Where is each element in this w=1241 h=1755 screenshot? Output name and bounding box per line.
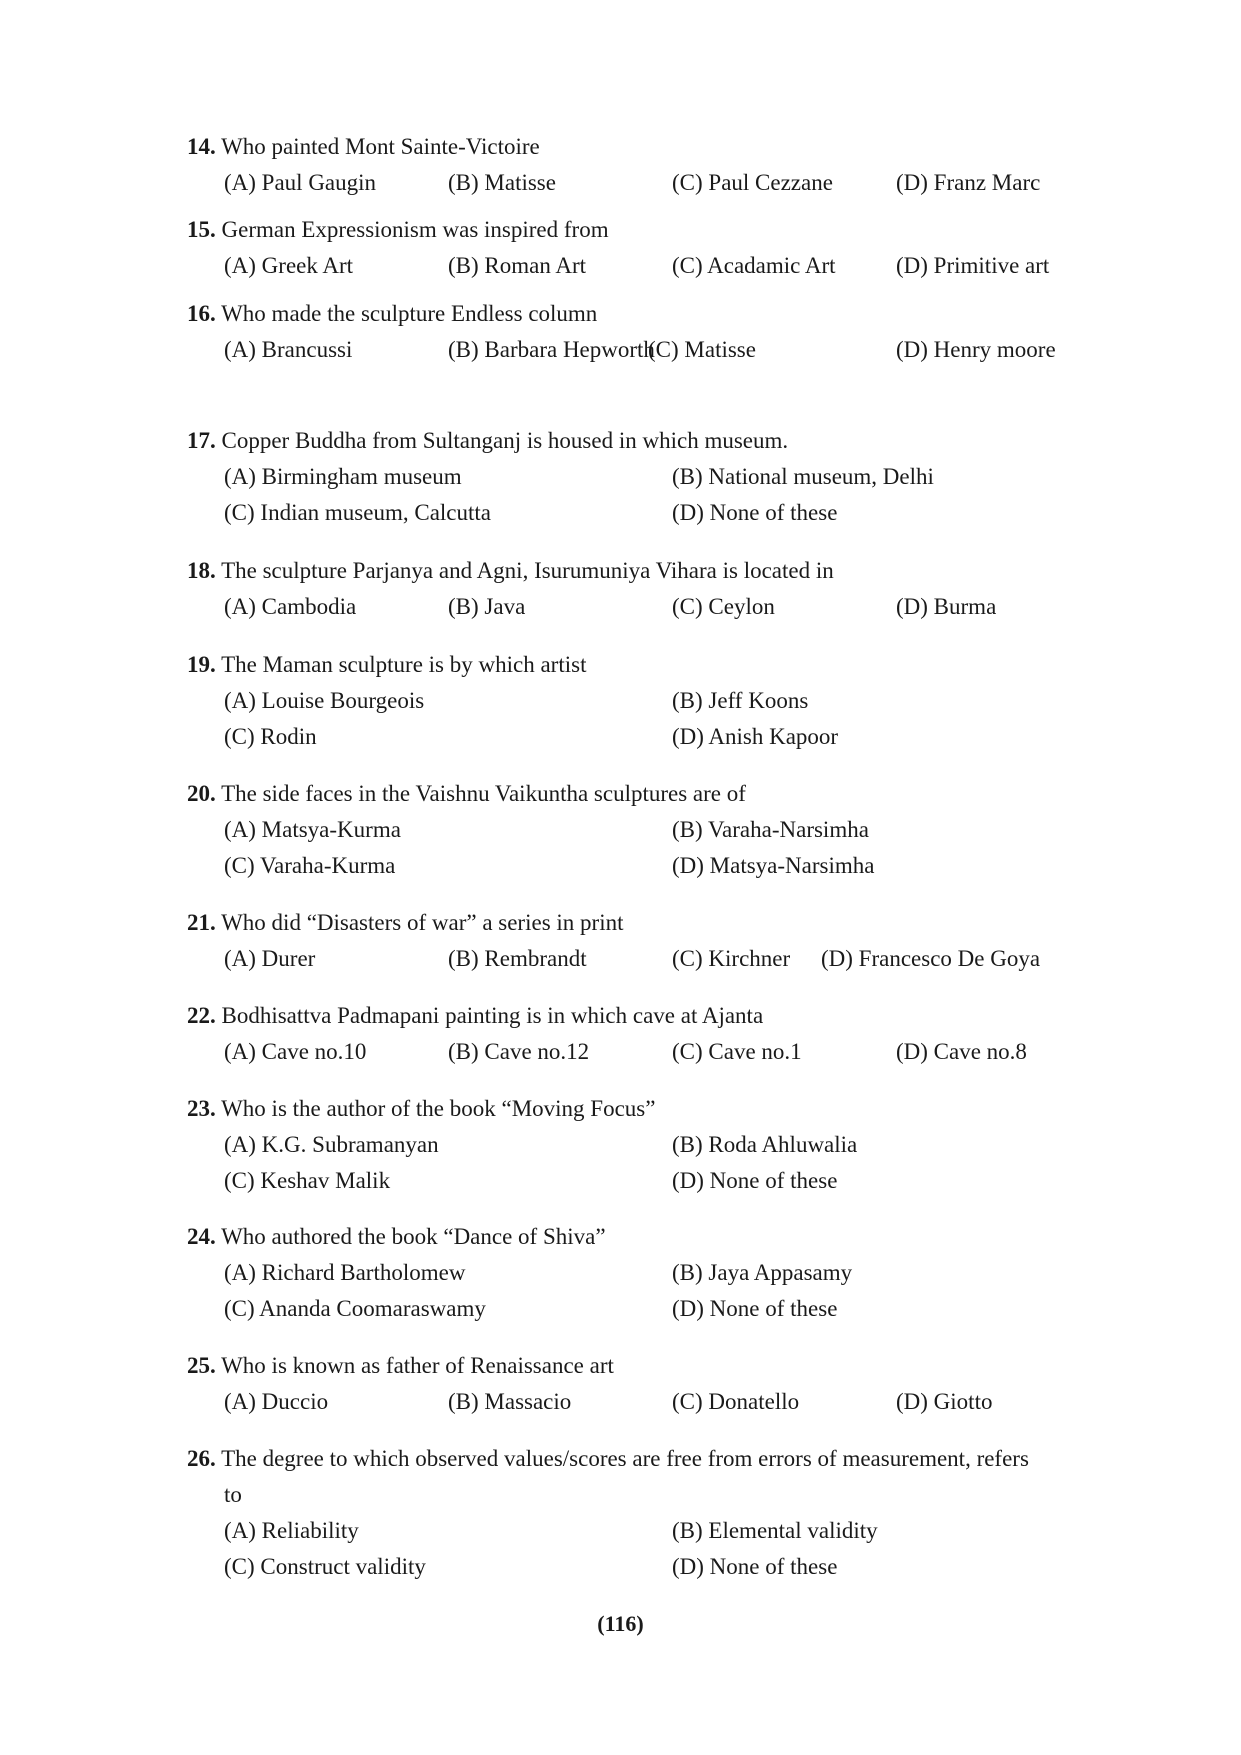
option-a: (A) Matsya-Kurma	[224, 817, 401, 842]
options	[187, 332, 1107, 368]
option-b: (B) Jaya Appasamy	[672, 1260, 853, 1285]
question-text: Who is known as father of Renaissance art	[221, 1353, 614, 1378]
options	[187, 1127, 1107, 1199]
question-14	[187, 129, 1107, 201]
question-24	[187, 1219, 1107, 1327]
question-text: Who painted Mont Sainte-Victoire	[221, 134, 540, 159]
question-number: 25.	[187, 1353, 216, 1378]
option-c: (C) Ceylon	[672, 594, 775, 619]
option-a: (A) Cambodia	[224, 594, 357, 619]
question-stem	[187, 553, 1107, 589]
option-d: (D) None of these	[672, 1168, 838, 1193]
option-b: (B) National museum, Delhi	[672, 464, 934, 489]
option-b: (B) Elemental validity	[672, 1518, 878, 1543]
option-b: (B) Roman Art	[448, 253, 586, 278]
question-number: 19.	[187, 652, 216, 677]
question-text: The Maman sculpture is by which artist	[221, 652, 587, 677]
option-b: (B) Massacio	[448, 1389, 572, 1414]
option-a: (A) Richard Bartholomew	[224, 1260, 466, 1285]
question-number: 15.	[187, 217, 216, 242]
question-stem	[187, 776, 1107, 812]
option-a: (A) Birmingham museum	[224, 464, 462, 489]
question-19	[187, 647, 1107, 755]
question-stem	[187, 212, 1107, 248]
question-text: Bodhisattva Padmapani painting is in which cave at Ajanta	[221, 1003, 764, 1028]
option-c: (C) Keshav Malik	[224, 1168, 391, 1193]
options	[187, 1034, 1107, 1070]
question-stem	[187, 1219, 1107, 1255]
question-number: 17.	[187, 428, 216, 453]
option-a: (A) Brancussi	[224, 337, 353, 362]
option-a: (A) Cave no.10	[224, 1039, 367, 1064]
option-d: (D) Anish Kapoor	[672, 724, 839, 749]
option-d: (D) Matsya-Narsimha	[672, 853, 875, 878]
option-a: (A) Greek Art	[224, 253, 354, 278]
question-text: German Expressionism was inspired from	[221, 217, 609, 242]
option-a: (A) Durer	[224, 946, 316, 971]
option-d: (D) Francesco De Goya	[821, 946, 1041, 971]
question-stem	[187, 998, 1107, 1034]
option-d: (D) None of these	[672, 1296, 838, 1321]
options	[187, 248, 1107, 284]
question-stem	[187, 423, 1107, 459]
question-stem	[187, 647, 1107, 683]
question-text: The sculpture Parjanya and Agni, Isurumuniya Vihara is located in	[221, 558, 834, 583]
option-c: (C) Indian museum, Calcutta	[224, 500, 491, 525]
option-b: (B) Roda Ahluwalia	[672, 1132, 858, 1157]
options	[187, 589, 1107, 625]
question-22	[187, 998, 1107, 1070]
options	[187, 459, 1107, 531]
question-15	[187, 212, 1107, 284]
question-number: 22.	[187, 1003, 216, 1028]
option-a: (A) Duccio	[224, 1389, 329, 1414]
page-number: (116)	[597, 1611, 644, 1636]
option-d: (D) None of these	[672, 500, 838, 525]
option-d: (D) Cave no.8	[896, 1039, 1027, 1064]
question-stem	[187, 1441, 1107, 1477]
question-text: The side faces in the Vaishnu Vaikuntha sculptures are of	[221, 781, 746, 806]
option-d: (D) None of these	[672, 1554, 838, 1579]
option-a: (A) K.G. Subramanyan	[224, 1132, 439, 1157]
question-16	[187, 296, 1107, 368]
option-b: (B) Matisse	[448, 170, 556, 195]
option-a: (A) Reliability	[224, 1518, 359, 1543]
option-b: (B) Barbara Hepworth	[448, 337, 655, 362]
option-b: (B) Cave no.12	[448, 1039, 590, 1064]
options	[187, 812, 1107, 884]
option-d: (D) Franz Marc	[896, 170, 1041, 195]
option-d: (D) Primitive art	[896, 253, 1050, 278]
question-number: 20.	[187, 781, 216, 806]
question-text: Who is the author of the book “Moving Focus”	[221, 1096, 656, 1121]
question-number: 24.	[187, 1224, 216, 1249]
options	[187, 1513, 1107, 1585]
question-stem	[187, 296, 1107, 332]
option-c: (C) Varaha-Kurma	[224, 853, 396, 878]
question-number: 16.	[187, 301, 216, 326]
option-a: (A) Louise Bourgeois	[224, 688, 425, 713]
option-c: (C) Construct validity	[224, 1554, 426, 1579]
option-c: (C) Ananda Coomaraswamy	[224, 1296, 486, 1321]
options	[187, 941, 1107, 977]
question-text: Who authored the book “Dance of Shiva”	[221, 1224, 606, 1249]
question-stem	[187, 129, 1107, 165]
question-stem	[187, 1091, 1107, 1127]
question-text-continued: to	[224, 1482, 242, 1507]
option-b: (B) Rembrandt	[448, 946, 587, 971]
option-b: (B) Varaha-Narsimha	[672, 817, 869, 842]
question-18	[187, 553, 1107, 625]
question-number: 23.	[187, 1096, 216, 1121]
option-c: (C) Rodin	[224, 724, 317, 749]
question-23	[187, 1091, 1107, 1199]
question-number: 14.	[187, 134, 216, 159]
question-stem	[187, 905, 1107, 941]
option-b: (B) Java	[448, 594, 526, 619]
question-stem	[187, 1348, 1107, 1384]
question-25	[187, 1348, 1107, 1420]
question-17	[187, 423, 1107, 531]
option-d: (D) Henry moore	[896, 337, 1056, 362]
question-number: 26.	[187, 1446, 216, 1471]
options	[187, 165, 1107, 201]
option-c: (C) Acadamic Art	[672, 253, 836, 278]
question-20	[187, 776, 1107, 884]
question-21	[187, 905, 1107, 977]
option-c: (C) Matisse	[648, 337, 756, 362]
options	[187, 1384, 1107, 1420]
option-d: (D) Giotto	[896, 1389, 993, 1414]
question-text: Who made the sculpture Endless column	[221, 301, 598, 326]
options	[187, 683, 1107, 755]
option-a: (A) Paul Gaugin	[224, 170, 377, 195]
question-26	[187, 1441, 1107, 1585]
question-text: Copper Buddha from Sultanganj is housed in which museum.	[221, 428, 789, 453]
option-c: (C) Cave no.1	[672, 1039, 802, 1064]
option-c: (C) Kirchner	[672, 946, 791, 971]
option-c: (C) Paul Cezzane	[672, 170, 833, 195]
option-d: (D) Burma	[896, 594, 997, 619]
options	[187, 1255, 1107, 1327]
option-c: (C) Donatello	[672, 1389, 800, 1414]
question-number: 21.	[187, 910, 216, 935]
option-b: (B) Jeff Koons	[672, 688, 809, 713]
question-text: Who did “Disasters of war” a series in print	[221, 910, 624, 935]
question-number: 18.	[187, 558, 216, 583]
question-text: The degree to which observed values/scores are free from errors of measurement, refers	[221, 1446, 1029, 1471]
